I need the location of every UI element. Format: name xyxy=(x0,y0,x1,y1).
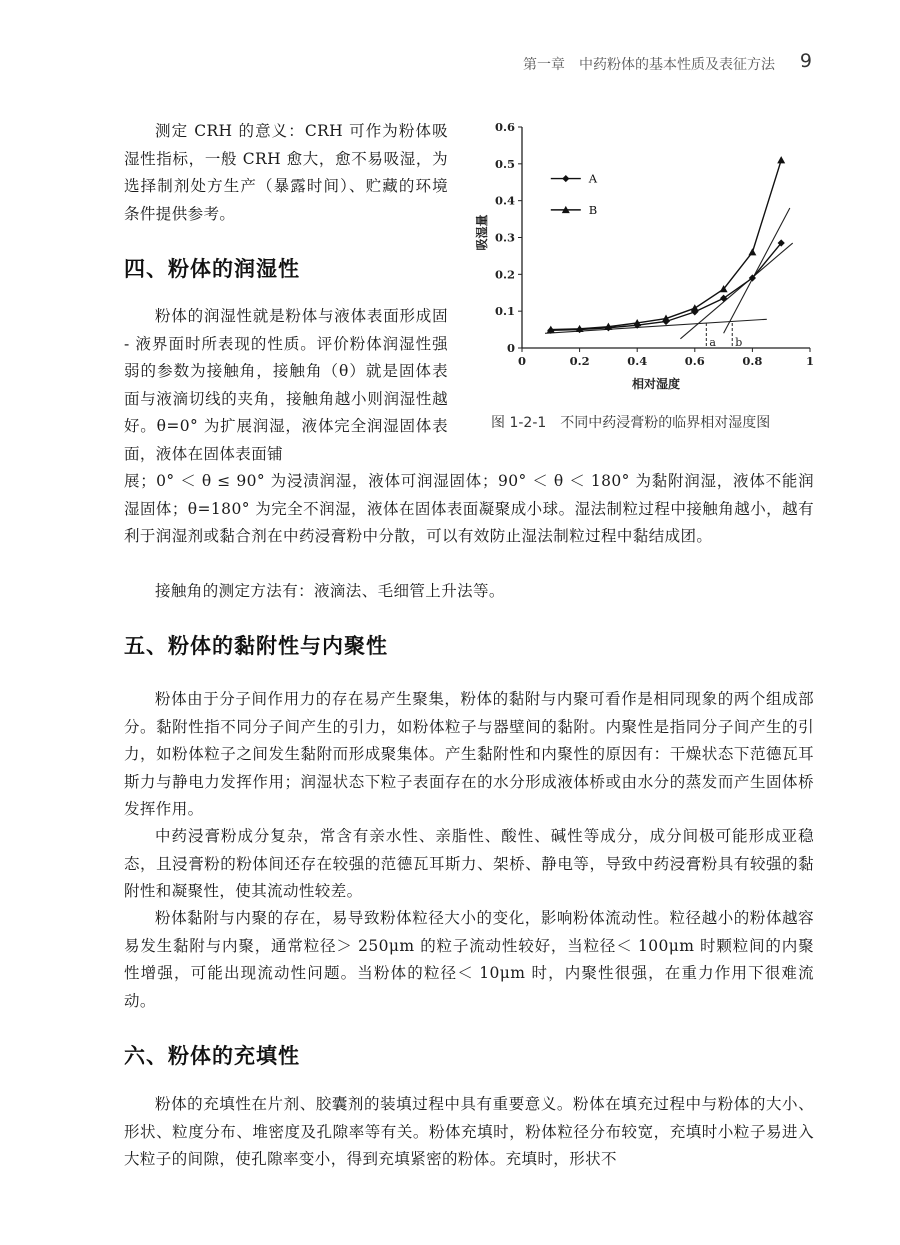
figure-caption: 图 1-2-1 不同中药浸膏粉的临界相对湿度图 xyxy=(491,415,771,431)
paragraph-adhesion-3: 粉体黏附与内聚的存在，易导致粉体粒径大小的变化，影响粉体流动性。粒径越小的粉体越容易发生黏附与内聚，通常粒径＞ 250μm 的粒子流动性较好，当粒径＜ 100μm 时颗粒间的内聚性增强，可能出现流动性问题。当粉体的粒径＜ 10μm 时，内聚性很强，在重力作用下很难流动。 xyxy=(124,909,814,1010)
legend-label-B: B xyxy=(588,202,598,217)
section-heading-wettability: 四、粉体的润湿性 xyxy=(124,257,300,281)
tangent-line xyxy=(724,208,790,333)
data-point-B xyxy=(691,304,699,311)
y-tick-label: 0.4 xyxy=(494,193,515,208)
section-heading-filling: 六、粉体的充填性 xyxy=(124,1044,300,1068)
x-tick-label: 0.4 xyxy=(627,354,648,368)
page-number: 9 xyxy=(799,50,812,72)
chapter-title: 第一章 中药粉体的基本性质及表征方法 xyxy=(523,57,775,73)
legend-marker-A xyxy=(562,175,569,182)
y-axis-label: 吸湿量 xyxy=(475,214,489,251)
figure-crh-chart xyxy=(475,112,823,437)
x-tick-label: 0.2 xyxy=(569,354,590,368)
x-tick-label: 0.8 xyxy=(742,354,763,368)
y-tick-label: 0.6 xyxy=(494,120,515,134)
paragraph-wettability-2: 展；0° ＜ θ ≤ 90° 为浸渍润湿，液体可润湿固体；90° ＜ θ ＜ 180° 为黏附润湿，液体不能润湿固体；θ=180° 为完全不润湿，液体在固体表面凝聚成小球。湿法制粒过程中接触角越小，越有利于润湿剂或黏合剂在中药浸膏粉中分散，可以有效防止湿法制粒过程中黏结成团。 xyxy=(124,472,814,545)
legend-label-A: A xyxy=(588,171,598,186)
x-tick-label: 0 xyxy=(517,354,527,368)
critical-point-label: b xyxy=(735,336,743,349)
y-tick-label: 0.2 xyxy=(494,267,515,282)
x-tick-label: 1 xyxy=(805,354,815,368)
y-tick-label: 0.5 xyxy=(494,156,515,171)
x-tick-label: 0.6 xyxy=(684,354,705,368)
data-point-B xyxy=(777,156,785,163)
paragraph-adhesion-1: 粉体由于分子间作用力的存在易产生聚集，粉体的黏附与内聚可看作是相同现象的两个组成部分。黏附性指不同分子间产生的引力，如粉体粒子与器壁间的黏附。内聚性是指同分子间产生的引力，如粉体粒子之间发生黏附而形成聚集体。产生黏附性和内聚性的原因有：干燥状态下范德瓦耳斯力与静电力发挥作用；润湿状态下粒子表面存在的水分形成液体桥或由水分的蒸发而产生固体桥发挥作用。 xyxy=(124,690,814,818)
tangent-line xyxy=(680,243,792,339)
data-point-B xyxy=(748,248,756,255)
series-line-B xyxy=(551,160,781,329)
y-tick-label: 0 xyxy=(506,341,515,355)
paragraph-contact-angle-methods: 接触角的测定方法有：液滴法、毛细管上升法等。 xyxy=(155,582,505,600)
paragraph-filling-1: 粉体的充填性在片剂、胶囊剂的装填过程中具有重要意义。粉体在填充过程中与粉体的大小、形状、粒度分布、堆密度及孔隙率等有关。粉体充填时，粉体粒径分布较宽，充填时小粒子易进入大粒子的间隙，使孔隙率变小，得到充填紧密的粉体。充填时，形状不 xyxy=(124,1095,814,1168)
x-axis-label: 相对湿度 xyxy=(631,377,681,391)
paragraph-crh: 测定 CRH 的意义：CRH 可作为粉体吸湿性指标，一般 CRH 愈大，愈不易吸湿，为选择制剂处方生产（暴露时间）、贮藏的环境条件提供参考。 xyxy=(124,122,448,223)
paragraph-adhesion-2: 中药浸膏粉成分复杂，常含有亲水性、亲脂性、酸性、碱性等成分，成分间极可能形成亚稳态，且浸膏粉的粉体间还存在较强的范德瓦耳斯力、架桥、静电等，导致中药浸膏粉具有较强的黏附性和凝聚性，使其流动性较差。 xyxy=(124,827,814,900)
running-head xyxy=(0,52,900,74)
y-tick-label: 0.3 xyxy=(494,230,515,245)
critical-point-label: a xyxy=(709,336,716,349)
crh-chart xyxy=(475,112,823,402)
section-heading-adhesion: 五、粉体的黏附性与内聚性 xyxy=(124,634,388,658)
y-tick-label: 0.1 xyxy=(494,304,515,319)
paragraph-wettability-1: 粉体的润湿性就是粉体与液体表面形成固 - 液界面时所表现的性质。评价粉体润湿性强弱的参数为接触角，接触角（θ）就是固体表面与液滴切线的夹角，接触角越小则润湿性越好。θ=0° 为扩展润湿，液体完全润湿固体表面，液体在固体表面铺 xyxy=(124,307,448,463)
